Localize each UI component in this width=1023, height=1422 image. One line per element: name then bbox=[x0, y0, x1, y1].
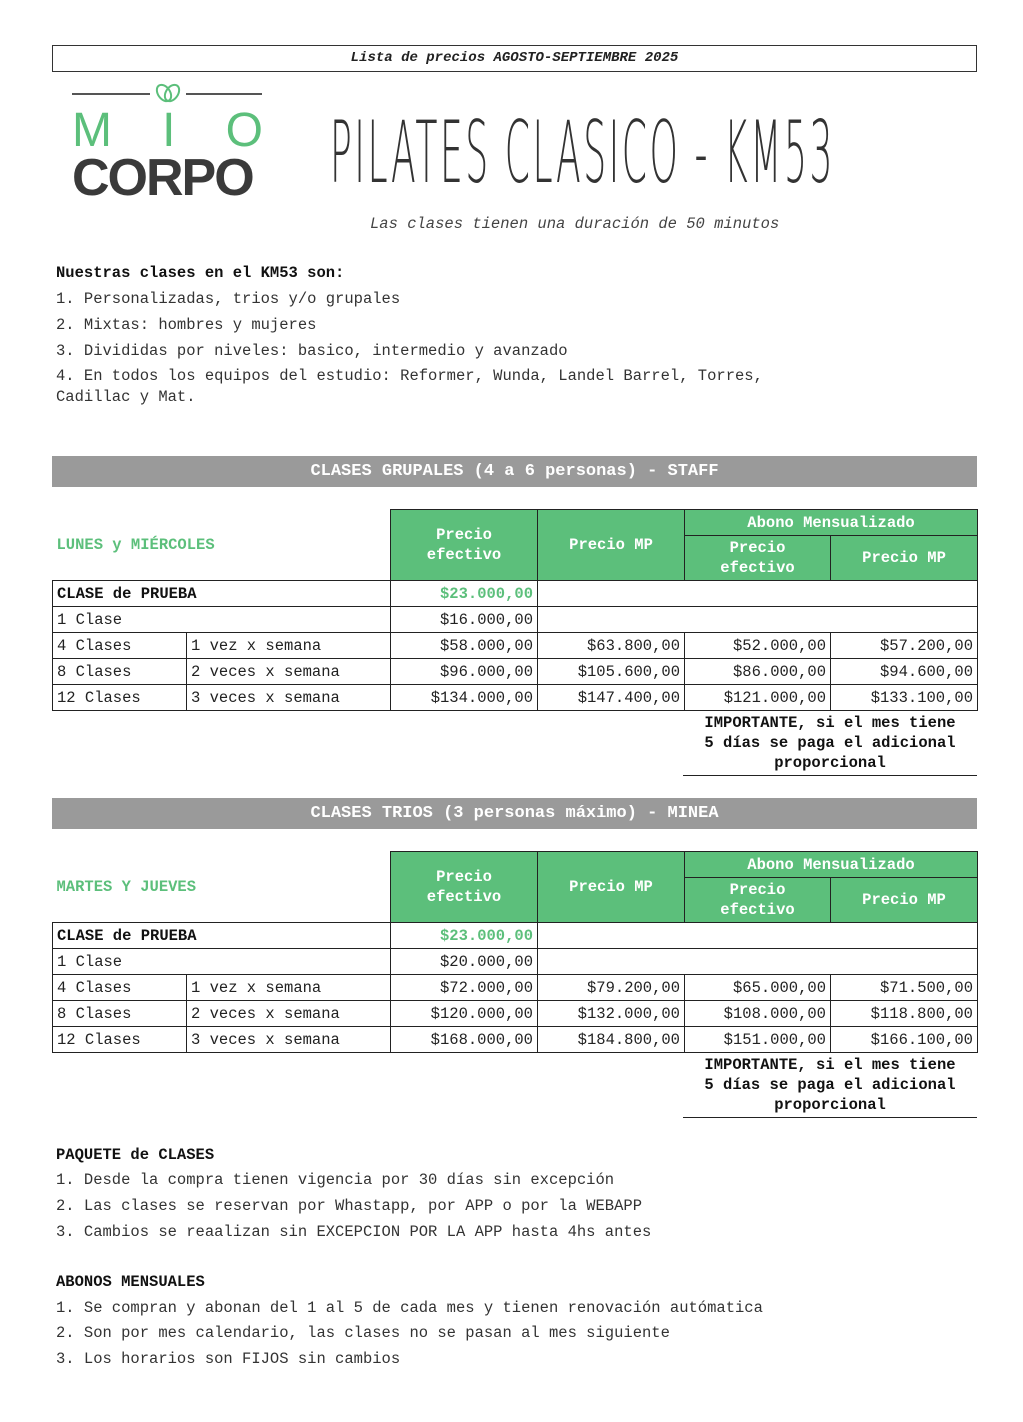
abono-mp-cell: $166.100,00 bbox=[831, 1027, 978, 1053]
abono-efectivo-cell: $52.000,00 bbox=[685, 633, 831, 659]
header-precio-mp: Precio MP bbox=[538, 852, 685, 923]
abonos-item: 3. Los horarios son FIJOS sin cambios bbox=[56, 1350, 401, 1368]
single-class-label: 1 Clase bbox=[53, 949, 391, 975]
efectivo-cell: $72.000,00 bbox=[391, 975, 538, 1001]
efectivo-cell: $58.000,00 bbox=[391, 633, 538, 659]
trios-important-note bbox=[683, 1055, 977, 1118]
note-line: IMPORTANTE, si el mes tiene bbox=[704, 1056, 956, 1074]
abono-mp-cell: $94.600,00 bbox=[831, 659, 978, 685]
prueba-label: CLASE de PRUEBA bbox=[53, 581, 391, 607]
clases-cell: 12 Clases bbox=[53, 685, 187, 711]
table-row bbox=[53, 659, 978, 685]
mio-corpo-logo bbox=[70, 80, 265, 205]
mp-cell: $79.200,00 bbox=[538, 975, 685, 1001]
freq-cell: 2 veces x semana bbox=[187, 1001, 391, 1027]
table-row bbox=[53, 633, 978, 659]
efectivo-cell: $134.000,00 bbox=[391, 685, 538, 711]
intro-heading: Nuestras clases en el KM53 son: bbox=[56, 264, 345, 282]
mp-cell: $132.000,00 bbox=[538, 1001, 685, 1027]
freq-cell: 1 vez x semana bbox=[187, 975, 391, 1001]
header-abono-mp: Precio MP bbox=[831, 536, 978, 581]
empty-cell bbox=[538, 949, 978, 975]
leaf-icon bbox=[154, 80, 182, 106]
paquete-item: 3. Cambios se reaalizan sin EXCEPCION POR LA APP hasta 4hs antes bbox=[56, 1223, 652, 1241]
empty-cell bbox=[538, 581, 978, 607]
note-line: IMPORTANTE, si el mes tiene bbox=[704, 714, 956, 732]
header-abono-mensualizado: Abono Mensualizado bbox=[685, 510, 978, 536]
header-abono-efectivo: Precio efectivo bbox=[685, 536, 831, 581]
abono-efectivo-cell: $121.000,00 bbox=[685, 685, 831, 711]
table-row bbox=[53, 975, 978, 1001]
freq-cell: 2 veces x semana bbox=[187, 659, 391, 685]
logo-letter: O bbox=[225, 104, 263, 157]
clases-cell: 12 Clases bbox=[53, 1027, 187, 1053]
abono-efectivo-cell: $151.000,00 bbox=[685, 1027, 831, 1053]
efectivo-cell: $120.000,00 bbox=[391, 1001, 538, 1027]
intro-item: 4. En todos los equipos del estudio: Reformer, Wunda, Landel Barrel, Torres, bbox=[56, 367, 763, 385]
paquete-item: 1. Desde la compra tienen vigencia por 30 días sin excepción bbox=[56, 1171, 615, 1189]
intro-item: 1. Personalizadas, trios y/o grupales bbox=[56, 290, 401, 308]
mp-cell: $147.400,00 bbox=[538, 685, 685, 711]
note-line: 5 días se paga el adicional bbox=[704, 734, 956, 752]
header-precio-efectivo: Precio efectivo bbox=[391, 852, 538, 923]
mp-cell: $105.600,00 bbox=[538, 659, 685, 685]
logo-divider-left bbox=[72, 93, 150, 95]
trios-days: MARTES Y JUEVES bbox=[56, 877, 197, 896]
abono-mp-cell: $133.100,00 bbox=[831, 685, 978, 711]
abono-efectivo-cell: $86.000,00 bbox=[685, 659, 831, 685]
empty-cell bbox=[538, 923, 978, 949]
mp-cell: $63.800,00 bbox=[538, 633, 685, 659]
intro-item: Cadillac y Mat. bbox=[56, 388, 196, 406]
empty-cell bbox=[538, 607, 978, 633]
grupales-days: LUNES y MIÉRCOLES bbox=[56, 535, 215, 554]
freq-cell: 3 veces x semana bbox=[187, 1027, 391, 1053]
single-class-label: 1 Clase bbox=[53, 607, 391, 633]
abono-mp-cell: $57.200,00 bbox=[831, 633, 978, 659]
clases-cell: 4 Clases bbox=[53, 975, 187, 1001]
clases-cell: 8 Clases bbox=[53, 659, 187, 685]
grupales-price-table bbox=[52, 509, 978, 711]
header-precio-mp: Precio MP bbox=[538, 510, 685, 581]
efectivo-cell: $96.000,00 bbox=[391, 659, 538, 685]
table-row bbox=[53, 685, 978, 711]
trios-section-bar: CLASES TRIOS (3 personas máximo) - MINEA bbox=[52, 798, 977, 829]
abono-mp-cell: $118.800,00 bbox=[831, 1001, 978, 1027]
trios-price-table bbox=[52, 851, 978, 1053]
logo-letter: I bbox=[162, 104, 176, 157]
duration-note: Las clases tienen una duración de 50 minutos bbox=[370, 215, 780, 233]
abonos-heading: ABONOS MENSUALES bbox=[56, 1273, 205, 1291]
prueba-price: $23.000,00 bbox=[391, 923, 538, 949]
header-abono-mensualizado: Abono Mensualizado bbox=[685, 852, 978, 878]
note-line: 5 días se paga el adicional bbox=[704, 1076, 956, 1094]
note-line: proporcional bbox=[774, 1096, 886, 1114]
price-list-header: Lista de precios AGOSTO-SEPTIEMBRE 2025 bbox=[52, 45, 977, 72]
header-precio-efectivo: Precio efectivo bbox=[391, 510, 538, 581]
header-abono-mp: Precio MP bbox=[831, 878, 978, 923]
clases-cell: 4 Clases bbox=[53, 633, 187, 659]
note-line: proporcional bbox=[774, 754, 886, 772]
intro-item: 2. Mixtas: hombres y mujeres bbox=[56, 316, 317, 334]
grupales-section-bar: CLASES GRUPALES (4 a 6 personas) - STAFF bbox=[52, 456, 977, 487]
clases-cell: 8 Clases bbox=[53, 1001, 187, 1027]
prueba-price: $23.000,00 bbox=[391, 581, 538, 607]
prueba-label: CLASE de PRUEBA bbox=[53, 923, 391, 949]
single-class-price: $20.000,00 bbox=[391, 949, 538, 975]
paquete-heading: PAQUETE de CLASES bbox=[56, 1146, 215, 1164]
intro-item: 3. Divididas por niveles: basico, intermedio y avanzado bbox=[56, 342, 568, 360]
table-row bbox=[53, 1027, 978, 1053]
logo-divider-right bbox=[186, 93, 262, 95]
mp-cell: $184.800,00 bbox=[538, 1027, 685, 1053]
logo-letter: M bbox=[72, 104, 112, 157]
freq-cell: 1 vez x semana bbox=[187, 633, 391, 659]
grupales-important-note bbox=[683, 713, 977, 776]
logo-corpo-text: CORPO bbox=[72, 149, 253, 207]
freq-cell: 3 veces x semana bbox=[187, 685, 391, 711]
abonos-item: 1. Se compran y abonan del 1 al 5 de cada mes y tienen renovación autómatica bbox=[56, 1299, 763, 1317]
header-abono-efectivo: Precio efectivo bbox=[685, 878, 831, 923]
abono-mp-cell: $71.500,00 bbox=[831, 975, 978, 1001]
efectivo-cell: $168.000,00 bbox=[391, 1027, 538, 1053]
page-title: PILATES CLASICO - KM53 bbox=[330, 103, 835, 203]
table-row bbox=[53, 1001, 978, 1027]
abono-efectivo-cell: $65.000,00 bbox=[685, 975, 831, 1001]
single-class-price: $16.000,00 bbox=[391, 607, 538, 633]
abono-efectivo-cell: $108.000,00 bbox=[685, 1001, 831, 1027]
paquete-item: 2. Las clases se reservan por Whastapp, por APP o por la WEBAPP bbox=[56, 1197, 642, 1215]
abonos-item: 2. Son por mes calendario, las clases no se pasan al mes siguiente bbox=[56, 1324, 670, 1342]
